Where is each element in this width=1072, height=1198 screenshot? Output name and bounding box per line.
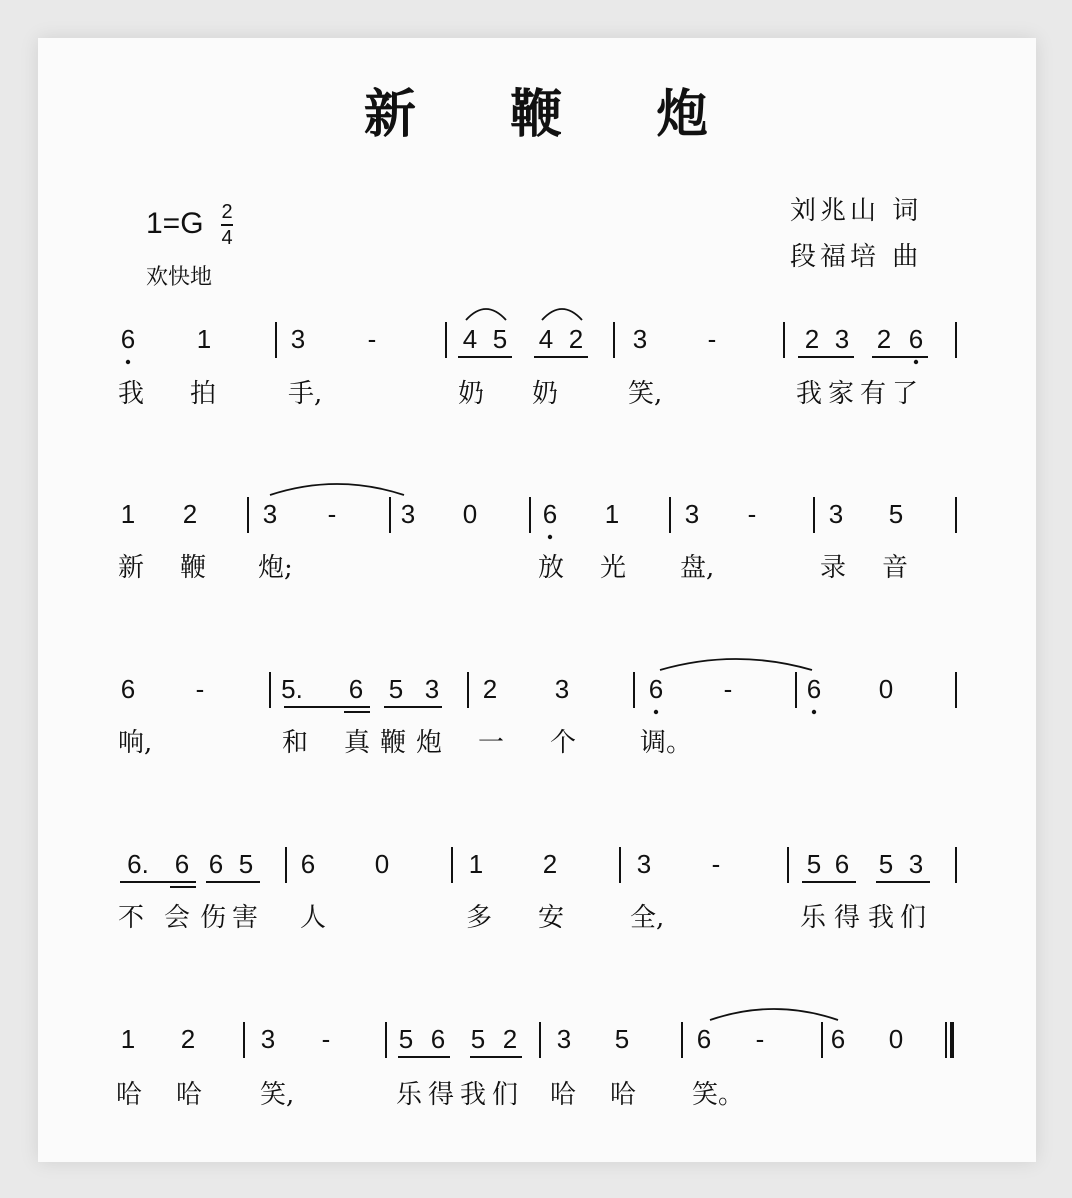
note: -: [195, 674, 205, 704]
note: 3: [260, 1024, 276, 1054]
note: 0: [878, 674, 894, 704]
lyricist-credit: 刘兆山 词: [790, 196, 923, 226]
lyric-syllable: 们: [900, 903, 927, 933]
note: 2: [542, 849, 558, 879]
note: 6: [830, 1024, 846, 1054]
note: 2: [876, 324, 892, 354]
lyric-syllable: 乐: [800, 903, 827, 933]
lyric-syllable: 我: [118, 379, 145, 409]
note: 1: [120, 499, 136, 529]
note: 6: [120, 324, 136, 354]
note: -: [327, 499, 337, 529]
note: 5: [398, 1024, 414, 1054]
note: 2: [568, 324, 584, 354]
note: 0: [462, 499, 478, 529]
lyric-syllable: 鞭: [180, 553, 207, 583]
lyric-syllable: 哈: [610, 1080, 637, 1110]
lyric-syllable: 害: [232, 903, 259, 933]
lyric-syllable: 我: [460, 1080, 487, 1110]
note: 3: [908, 849, 924, 879]
lyric-syllable: 全,: [630, 903, 665, 933]
lyric-syllable: 得: [428, 1080, 455, 1110]
note: 6: [806, 674, 822, 704]
lyric-syllable: 哈: [176, 1080, 203, 1110]
note: 1: [604, 499, 620, 529]
note: 0: [888, 1024, 904, 1054]
lyric-syllable: 笑,: [628, 379, 663, 409]
tie-slur: [466, 309, 506, 320]
note: -: [711, 849, 721, 879]
note: 6: [696, 1024, 712, 1054]
note: 5: [806, 849, 822, 879]
note: 6: [648, 674, 664, 704]
note: 6: [300, 849, 316, 879]
note: 1: [120, 1024, 136, 1054]
lyric-syllable: 伤: [200, 903, 227, 933]
note: -: [723, 674, 733, 704]
lyric-syllable: 真: [344, 728, 371, 758]
lyric-syllable: 哈: [550, 1080, 577, 1110]
note: 6: [208, 849, 224, 879]
note: 5: [888, 499, 904, 529]
composer-credit: 段福培 曲: [790, 242, 923, 272]
lyric-syllable: 炮: [416, 728, 443, 758]
time-signature-denominator: 4: [221, 227, 233, 249]
note: 6: [834, 849, 850, 879]
lyric-syllable: 奶: [458, 379, 485, 409]
lyric-syllable: 哈: [116, 1080, 143, 1110]
note: 3: [632, 324, 648, 354]
note: 3: [636, 849, 652, 879]
lyric-syllable: 人: [300, 903, 327, 933]
note: 6: [348, 674, 364, 704]
note: 5: [878, 849, 894, 879]
note: 3: [554, 674, 570, 704]
lyric-syllable: 家: [828, 379, 855, 409]
note: -: [367, 324, 377, 354]
lyric-syllable: 炮;: [258, 553, 293, 583]
lyric-syllable: 得: [834, 903, 861, 933]
lyric-syllable: 录: [820, 553, 847, 583]
lyric-syllable: 光: [600, 553, 627, 583]
note: 3: [834, 324, 850, 354]
note: 1: [468, 849, 484, 879]
lyric-syllable: 放: [538, 553, 565, 583]
lyric-syllable: 笑。: [692, 1080, 745, 1110]
octave-dot: [914, 360, 918, 364]
note: 6: [908, 324, 924, 354]
note: 2: [182, 499, 198, 529]
tie-slur: [660, 659, 812, 670]
lyric-syllable: 手,: [288, 379, 323, 409]
lyric-syllable: 拍: [190, 379, 217, 409]
note: 5: [614, 1024, 630, 1054]
octave-dot: [548, 535, 552, 539]
lyric-syllable: 有: [860, 379, 887, 409]
lyric-syllable: 了: [892, 379, 919, 409]
note: 3: [424, 674, 440, 704]
lyric-syllable: 会: [164, 903, 191, 933]
lyric-syllable: 鞭: [380, 728, 407, 758]
note: -: [755, 1024, 765, 1054]
lyric-syllable: 奶: [532, 379, 559, 409]
note: -: [747, 499, 757, 529]
note: 3: [828, 499, 844, 529]
tie-slur: [270, 484, 404, 495]
note: 2: [180, 1024, 196, 1054]
note: 0: [374, 849, 390, 879]
note: 6: [430, 1024, 446, 1054]
note: 3: [400, 499, 416, 529]
lyric-syllable: 我: [796, 379, 823, 409]
note: 5: [238, 849, 254, 879]
tie-slur: [542, 309, 582, 320]
note: 3: [262, 499, 278, 529]
note: 5: [388, 674, 404, 704]
note: 5.: [281, 674, 303, 704]
note: 4: [538, 324, 554, 354]
lyric-syllable: 笑,: [260, 1080, 295, 1110]
tempo-marking: 欢快地: [146, 265, 213, 290]
lyric-syllable: 个: [550, 728, 577, 758]
lyric-syllable: 盘,: [680, 553, 715, 583]
time-signature-numerator: 2: [221, 201, 233, 223]
lyric-syllable: 调。: [640, 728, 693, 758]
note: 3: [684, 499, 700, 529]
lyric-syllable: 们: [492, 1080, 519, 1110]
lyric-syllable: 不: [118, 903, 145, 933]
note: -: [707, 324, 717, 354]
lyric-syllable: 响,: [118, 728, 153, 758]
lyric-syllable: 和: [282, 728, 309, 758]
octave-dot: [126, 360, 130, 364]
lyric-syllable: 安: [538, 903, 565, 933]
note: 2: [502, 1024, 518, 1054]
note: -: [321, 1024, 331, 1054]
song-title: 新 鞭 炮: [363, 84, 747, 145]
note: 2: [482, 674, 498, 704]
lyric-syllable: 一: [478, 728, 505, 758]
lyric-syllable: 多: [466, 903, 493, 933]
tie-slur: [710, 1009, 838, 1020]
note: 3: [556, 1024, 572, 1054]
note: 6: [542, 499, 558, 529]
lyric-syllable: 音: [882, 553, 909, 583]
note: 6.: [127, 849, 149, 879]
note: 5: [470, 1024, 486, 1054]
lyric-syllable: 新: [118, 553, 145, 583]
key-signature: 1=G: [146, 207, 204, 240]
lyric-syllable: 我: [868, 903, 895, 933]
lyric-syllable: 乐: [396, 1080, 423, 1110]
note: 6: [120, 674, 136, 704]
octave-dot: [654, 710, 658, 714]
octave-dot: [812, 710, 816, 714]
note: 2: [804, 324, 820, 354]
note: 6: [174, 849, 190, 879]
note: 5: [492, 324, 508, 354]
note: 4: [462, 324, 478, 354]
note: 1: [196, 324, 212, 354]
note: 3: [290, 324, 306, 354]
